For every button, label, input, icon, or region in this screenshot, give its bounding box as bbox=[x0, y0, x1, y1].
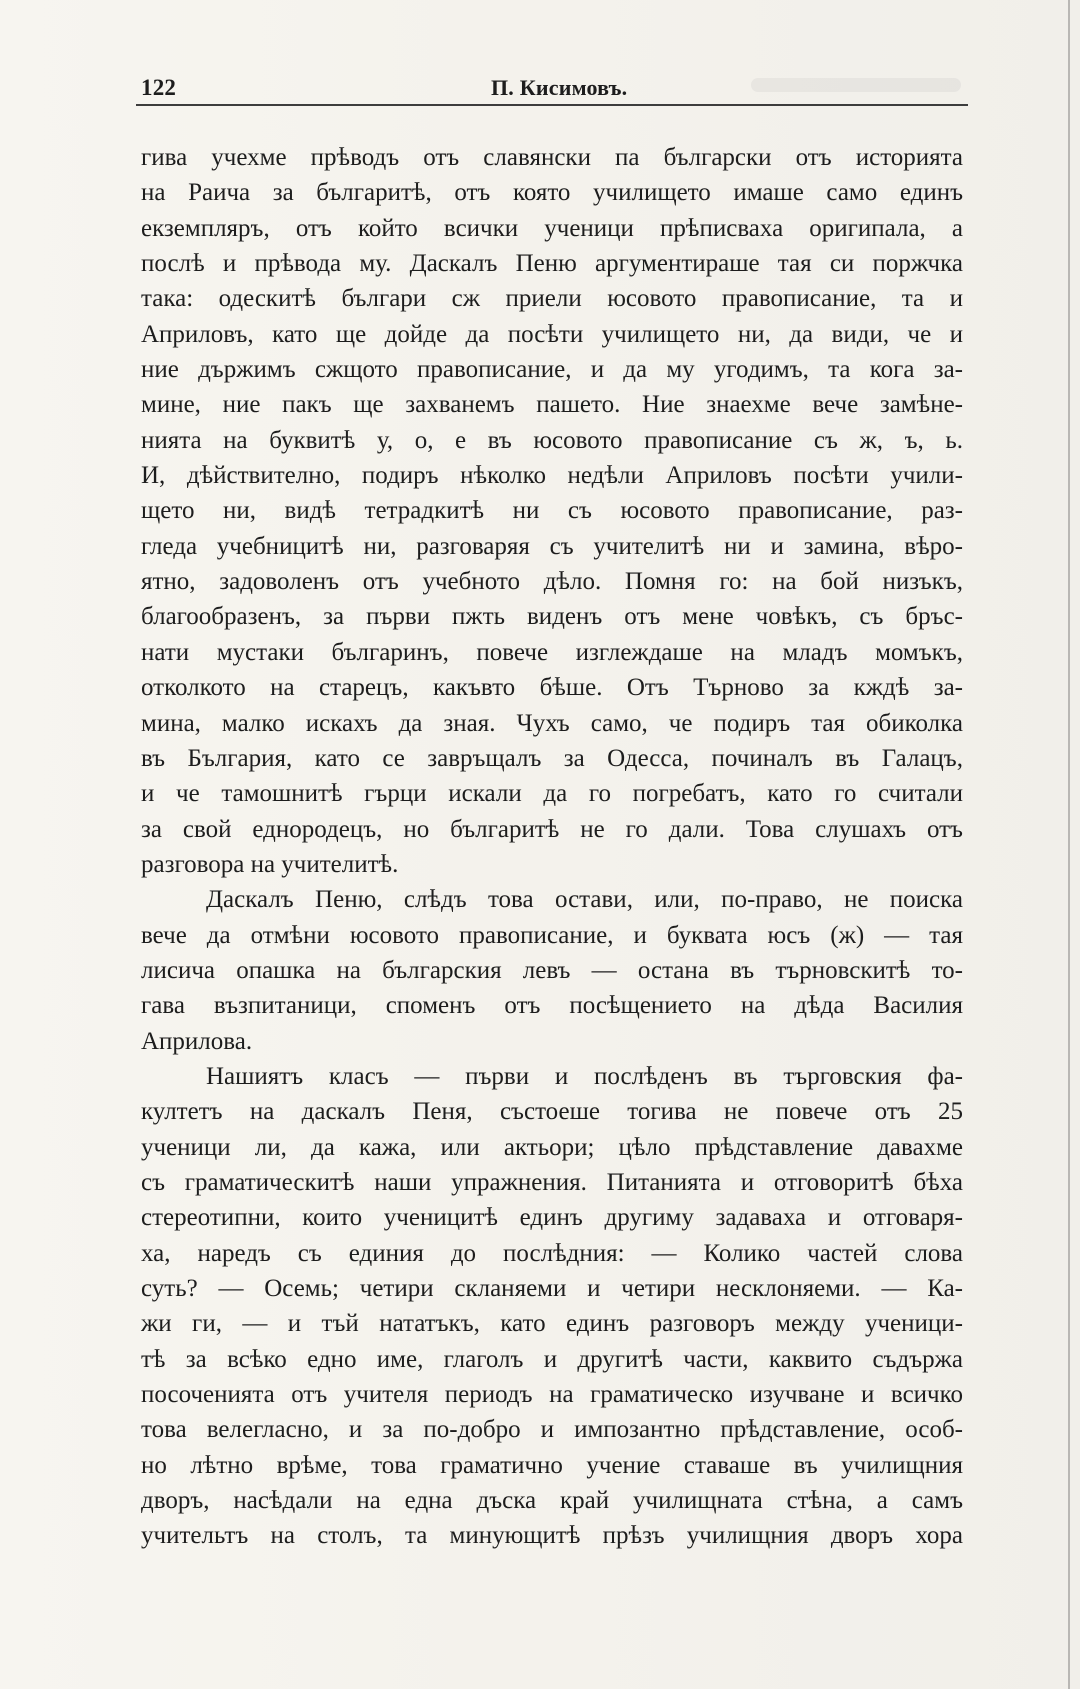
text-line-31: стереотипни, които ученицитѣ единъ другиму задаваха и отговаря- bbox=[141, 1204, 963, 1232]
text-line-32: ха, наредъ съ единия до послѣдния: — Колико частей слова bbox=[141, 1239, 963, 1267]
scan-edge-line bbox=[1068, 0, 1070, 1689]
text-line-14: благообразенъ, за първи пжть виденъ отъ мене човѣкъ, съ бръс- bbox=[141, 603, 963, 631]
running-head: П. Кисимовъ. bbox=[491, 75, 628, 100]
text-line-30: съ граматическитѣ наши упражнения. Питанията и отговоритѣ бѣха bbox=[141, 1168, 963, 1196]
text-line-9: нията на буквитѣ у, о, е въ юсовото правописание съ ж, ъ, ь. bbox=[141, 426, 963, 454]
text-line-27: Нашиятъ класъ — първи и послѣденъ въ търговския фа- bbox=[206, 1062, 963, 1090]
text-line-10: И, дѣйствително, подиръ нѣколко недѣли Априловъ посѣти учили- bbox=[141, 462, 963, 490]
text-line-21: разговора на учителитѣ. bbox=[141, 850, 399, 878]
text-line-15: нати мустаки българинъ, повече изглеждаше на младъ момъкъ, bbox=[141, 638, 963, 666]
text-line-13: ятно, задоволенъ отъ учебното дѣло. Помня го: на бой низъкъ, bbox=[141, 568, 963, 596]
text-line-3: екземпляръ, отъ който всички ученици прѣписваха оригипала, а bbox=[141, 214, 963, 242]
main-text bbox=[141, 140, 963, 1554]
text-line-2: на Раича за българитѣ, отъ която училището имаше само единъ bbox=[141, 179, 963, 207]
text-line-29: ученици ли, да кажа, или актьори; цѣло прѣдставление давахме bbox=[141, 1133, 963, 1161]
text-line-11: щето ни, видѣ тетрадкитѣ ни съ юсовото правописание, раз- bbox=[141, 497, 963, 525]
text-line-23: вече да отмѣни юсовото правописание, и буквата юсъ (ж) — тая bbox=[141, 921, 963, 949]
text-line-28: култетъ на даскалъ Пеня, състоеше тогива не повече отъ 25 bbox=[141, 1098, 963, 1126]
text-line-33: суть? — Осемь; четири скланяеми и четири несклоняеми. — Ка- bbox=[141, 1275, 963, 1302]
bleed-through-mark bbox=[751, 78, 961, 92]
text-line-4: послѣ и прѣвода му. Даскалъ Пеню аргументираше тая си поржчка bbox=[141, 250, 963, 278]
text-line-35: тѣ за всѣко едно име, глаголъ и другитѣ части, каквито съдържа bbox=[141, 1345, 963, 1373]
text-line-34: жи ги, — и тъй нататъкъ, като единъ разговоръ между ученици- bbox=[141, 1310, 963, 1338]
page-number: 122 bbox=[141, 75, 177, 100]
text-line-16: отколкото на старецъ, какъвто бѣше. Отъ Търново за кждѣ за- bbox=[141, 674, 963, 702]
text-line-6: Априловъ, като ще дойде да посѣти училището ни, да види, че и bbox=[141, 320, 963, 348]
text-line-20: за свой еднородецъ, но българитѣ не го дали. Това слушахъ отъ bbox=[141, 815, 963, 843]
text-line-7: ние държимъ сжщото правописание, и да му угодимъ, та кога за- bbox=[141, 356, 963, 384]
text-line-1: гива учехме прѣводъ отъ славянски па български отъ историята bbox=[141, 144, 963, 171]
text-line-38: но лѣтно врѣме, това граматично учение ставаше въ училищния bbox=[141, 1451, 963, 1479]
header-rule bbox=[136, 104, 968, 106]
text-line-39: дворъ, насѣдали на една дъска край училищната стѣна, а самъ bbox=[141, 1487, 963, 1515]
text-line-5: така: одескитѣ българи сж приели юсовото правописание, та и bbox=[141, 285, 963, 313]
text-line-17: мина, малко искахъ да зная. Чухъ само, че подиръ тая обиколка bbox=[141, 709, 963, 737]
text-line-40: учительтъ на столъ, та минующитѣ прѣзъ училищния дворъ хора bbox=[141, 1522, 963, 1550]
text-line-19: и че тамошнитѣ гърци искали да го погребатъ, като го считали bbox=[141, 780, 963, 808]
text-line-24: лисича опашка на българския левъ — остана въ търновскитѣ то- bbox=[141, 956, 963, 984]
text-line-18: въ България, като се завръщалъ за Одесса, починалъ въ Галацъ, bbox=[141, 744, 963, 772]
text-line-37: това велегласно, и за по-добро и импозантно прѣдставление, особ- bbox=[141, 1416, 963, 1444]
text-line-12: гледа учебницитѣ ни, разговаряя съ учителитѣ ни и замина, вѣро- bbox=[141, 532, 963, 560]
text-line-26: Априлова. bbox=[141, 1027, 253, 1055]
page-header bbox=[141, 73, 967, 105]
text-line-22: Даскалъ Пеню, слѣдъ това остави, или, по-право, не поиска bbox=[206, 886, 963, 914]
text-line-25: гава възпитаници, споменъ отъ посѣщението на дѣда Василия bbox=[141, 992, 963, 1020]
text-line-36: посоченията отъ учителя периодъ на граматическо изучване и всичко bbox=[141, 1381, 963, 1409]
text-line-8: мине, ние пакъ ще захванемъ пашето. Ние знаехме вече замѣне- bbox=[141, 391, 963, 419]
